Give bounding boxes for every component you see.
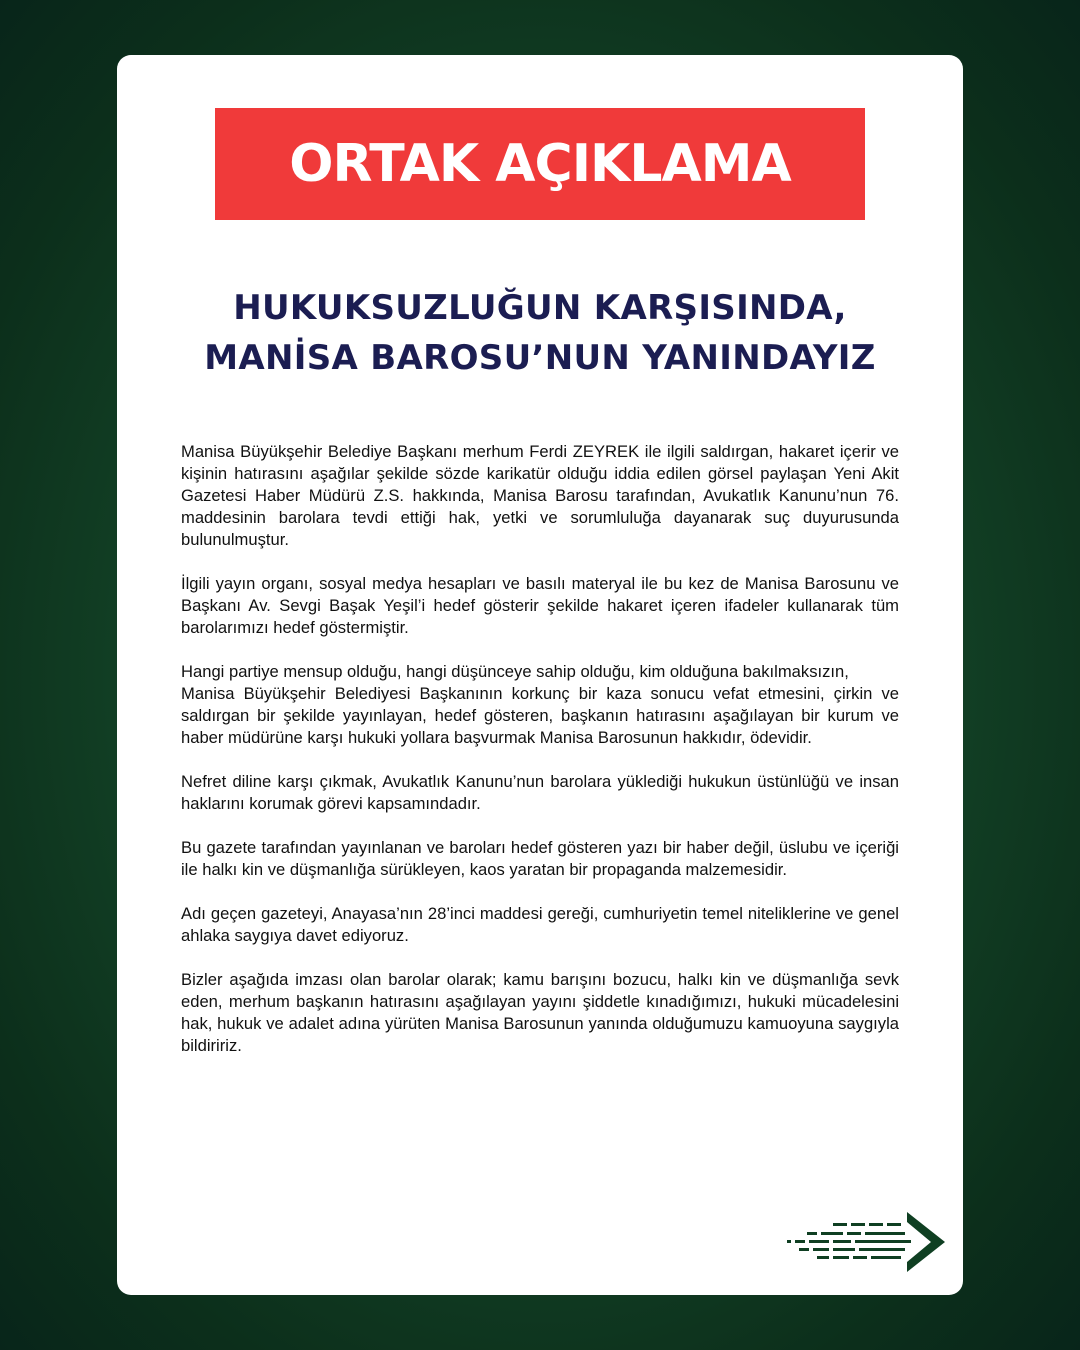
paragraph: [181, 969, 899, 1057]
paragraph-text: Adı geçen gazeteyi, Anayasa’nın 28’inci maddesi gereği, cumhuriyetin temel niteliklerine ve genel ahlaka saygıya davet ediyoruz.: [181, 904, 899, 945]
paragraph-text: Hangi partiye mensup olduğu, hangi düşünceye sahip olduğu, kim olduğuna bakılmaksızın,: [181, 662, 849, 681]
paragraph-text: Nefret diline karşı çıkmak, Avukatlık Kanunu’nun barolara yüklediği hukukun üstünlüğü ve insan haklarını korumak görevi kapsamındadır.: [181, 772, 899, 813]
paragraph-text: Bizler aşağıda imzası olan barolar olarak; kamu barışını bozucu, halkı kin ve düşmanlığa sevk eden, merhum başkanın hatırasını aşağılayan yayını şiddetle kınadığımızı, hukuki mücadelesini hak, hukuk ve adalet adına yürüten Manisa Barosunun yanında olduğumuzu kamuoyuna saygıyla bildiririz.: [181, 970, 899, 1055]
statement-body: [181, 441, 899, 1079]
paragraph-text: İlgili yayın organı, sosyal medya hesapları ve basılı materyal ile bu kez de Manisa Barosunu ve Başkanı Av. Sevgi Başak Yeşil’i hedef gösterir şekilde hakaret içeren ifadeler kullanarak tüm barolarımızı hedef göstermiştir.: [181, 574, 899, 637]
headline-line-1: HUKUKSUZLUĞUN KARŞISINDA,: [233, 288, 847, 328]
statement-card: [117, 55, 963, 1295]
arrow-right-icon[interactable]: [785, 1210, 947, 1274]
paragraph: [181, 573, 899, 639]
paragraph-text: Manisa Büyükşehir Belediye Başkanı merhum Ferdi ZEYREK ile ilgili saldırgan, hakaret içerir ve kişinin hatırasını aşağılar şekilde sözde karikatür olduğu iddia edilen görsel paylaşan Yeni Akit Gazetesi Haber Müdürü Z.S. hakkında, Manisa Barosu tarafından, Avukatlık Kanunu’nun 76. maddesinin barolara tevdi ettiği hak, yetki ve sorumluluğa dayanarak suç duyurusunda bulunulmuştur.: [181, 442, 899, 549]
paragraph-text: Bu gazete tarafından yayınlanan ve baroları hedef gösteren yazı bir haber değil, üslubu ve içeriği ile halkı kin ve düşmanlığa sürükleyen, kaos yaratan bir propaganda malzemesidir.: [181, 838, 899, 879]
headline-line-2: MANİSA BAROSU’NUN YANINDAYIZ: [204, 338, 876, 378]
banner-title: ORTAK AÇIKLAMA: [289, 134, 791, 194]
paragraph: [181, 661, 899, 749]
paragraph-text: Manisa Büyükşehir Belediyesi Başkanının korkunç bir kaza sonucu vefat etmesini, çirkin ve saldırgan bir şekilde yayınlayan, hedef gösteren, başkanın hatırasını aşağılayan bir kurum ve haber müdürüne karşı hukuki yollara başvurmak Manisa Barosunun hakkıdır, ödevidir.: [181, 684, 899, 747]
paragraph: [181, 771, 899, 815]
headline: [117, 283, 963, 383]
paragraph: [181, 837, 899, 881]
statement-banner: [215, 108, 865, 220]
paragraph: [181, 441, 899, 551]
paragraph: [181, 903, 899, 947]
